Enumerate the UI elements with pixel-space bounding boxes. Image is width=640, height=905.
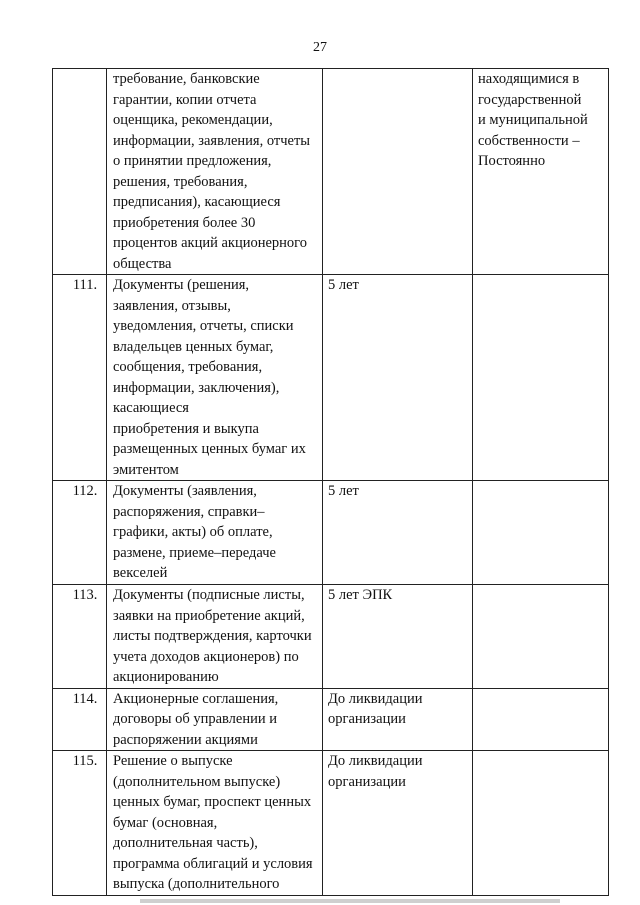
description-line: заявки на приобретение акций, xyxy=(113,607,305,624)
description-line: касающиеся xyxy=(113,400,189,416)
term-cell xyxy=(323,481,473,585)
note-line: находящимися в xyxy=(478,71,580,87)
description-line: учета доходов акционеров) по xyxy=(113,648,299,665)
description-line: общества xyxy=(113,255,172,272)
description-line: векселей xyxy=(113,565,168,581)
description-line: Документы (заявления, xyxy=(113,483,257,499)
description-line: графики, акты) об оплате, xyxy=(113,524,273,540)
retention-table xyxy=(52,68,609,896)
note-cell xyxy=(473,751,609,896)
description-cell xyxy=(107,688,323,751)
note-line: и муниципальной xyxy=(478,112,588,128)
note-cell xyxy=(473,688,609,751)
table-row xyxy=(53,481,609,585)
description-cell xyxy=(107,585,323,689)
description-line: решения, требования, xyxy=(113,173,248,190)
description-line: информации, заявления, отчеты xyxy=(113,132,311,149)
note-cell xyxy=(473,275,609,481)
description-line: Акционерные соглашения, xyxy=(113,690,279,707)
description-line: гарантии, копии отчета xyxy=(113,91,257,108)
description-line: распоряжении акциями xyxy=(113,731,258,748)
note-cell xyxy=(473,585,609,689)
description-cell xyxy=(107,275,323,481)
description-line: заявления, отзывы, xyxy=(113,297,231,314)
description-line: сообщения, требования, xyxy=(113,359,263,375)
description-line: дополнительная часть), xyxy=(113,835,258,851)
description-cell xyxy=(107,69,323,275)
description-line: оценщика, рекомендации, xyxy=(113,112,273,128)
description-line: программа облигаций и условия xyxy=(113,855,313,872)
row-number: 111. xyxy=(72,277,98,293)
table-row xyxy=(53,751,609,896)
table-row xyxy=(53,275,609,481)
term-line: До ликвидации xyxy=(328,753,423,769)
term-line: До ликвидации xyxy=(328,690,423,707)
description-line: бумаг (основная, xyxy=(113,814,218,831)
note-line: государственной xyxy=(478,91,582,108)
row-number: 115. xyxy=(72,753,98,769)
note-cell xyxy=(473,481,609,585)
description-line: процентов акций акционерного xyxy=(113,235,308,251)
description-line: размещенных ценных бумаг их xyxy=(113,441,306,457)
description-line: уведомления, отчеты, списки xyxy=(113,318,294,334)
description-line: информации, заключения), xyxy=(113,379,280,396)
description-line: о принятии предложения, xyxy=(113,153,272,169)
description-cell xyxy=(107,481,323,585)
row-number-cell xyxy=(53,585,107,689)
description-line: листы подтверждения, карточки xyxy=(113,628,312,644)
table-row xyxy=(53,688,609,751)
row-number-cell xyxy=(53,69,107,275)
term-cell xyxy=(323,585,473,689)
row-number-cell xyxy=(53,275,107,481)
description-line: требование, банковские xyxy=(113,71,260,87)
term-cell xyxy=(323,69,473,275)
note-line: собственности – xyxy=(478,132,580,149)
term-line: 5 лет xyxy=(328,277,359,293)
term-line: организации xyxy=(328,773,406,790)
term-cell xyxy=(323,751,473,896)
description-line: ценных бумаг, проспект ценных xyxy=(113,794,312,810)
page-number: 27 xyxy=(313,40,327,55)
description-line: приобретения более 30 xyxy=(113,214,256,231)
description-line: размене, приеме–передаче xyxy=(113,544,276,561)
row-number: 112. xyxy=(72,483,98,499)
table-row xyxy=(53,585,609,689)
description-line: эмитентом xyxy=(113,461,179,478)
table-row-continuation xyxy=(53,69,609,275)
description-line: распоряжения, справки– xyxy=(113,503,265,520)
term-cell xyxy=(323,275,473,481)
description-line: акционированию xyxy=(113,669,219,685)
note-line: Постоянно xyxy=(478,153,546,169)
description-line: приобретения и выкупа xyxy=(113,420,259,437)
scan-edge xyxy=(140,899,560,903)
description-line: предписания), касающиеся xyxy=(113,194,281,210)
description-line: Документы (решения, xyxy=(113,277,250,293)
term-line: 5 лет xyxy=(328,483,359,499)
row-number: 113. xyxy=(72,587,98,603)
description-line: выпуска (дополнительного xyxy=(113,876,280,892)
term-line: организации xyxy=(328,711,406,727)
term-line: 5 лет ЭПК xyxy=(328,587,393,603)
row-number-cell xyxy=(53,688,107,751)
note-cell xyxy=(473,69,609,275)
retention-table-body xyxy=(53,69,609,896)
description-line: (дополнительном выпуске) xyxy=(113,773,281,790)
description-line: владельцев ценных бумаг, xyxy=(113,338,274,355)
description-line: договоры об управлении и xyxy=(113,711,278,727)
description-line: Документы (подписные листы, xyxy=(113,587,305,603)
row-number-cell xyxy=(53,751,107,896)
row-number: 114. xyxy=(72,690,98,707)
row-number-cell xyxy=(53,481,107,585)
description-line: Решение о выпуске xyxy=(113,753,233,769)
description-cell xyxy=(107,751,323,896)
term-cell xyxy=(323,688,473,751)
